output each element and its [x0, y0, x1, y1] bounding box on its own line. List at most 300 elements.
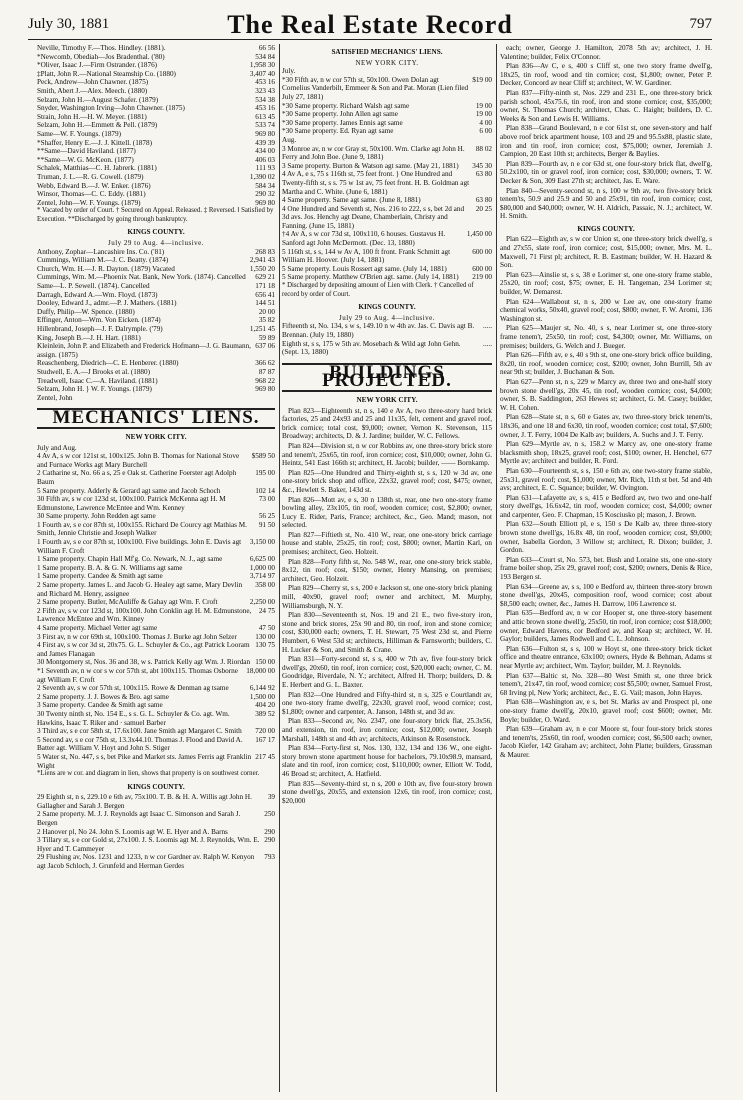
row-text: 4 Av A, e s, 75 s 116th st, 75 feet front. } One Hundred and Twenty-fifth st, s s. 75 w 1st av, 75 feet front. H. B. Goldman agt Martha and C. White. (June 6, 1881): [282, 170, 470, 196]
plan-paragraph: Plan 625—Maujer st, No. 40, s s, near Lorimer st, one three-story frame tenem't, 25x50, tin roof; cost, $4,300; owner, Mr. Williams, on premises; builders, G. Welch and J. Bueger.: [500, 324, 712, 350]
kings-county-dates: July 29 to Aug. 4—inclusive.: [107, 239, 205, 248]
row-text: 4 Same property. Same agt same. (June 8, 1881): [282, 196, 421, 205]
row-amount: 6 00: [479, 127, 492, 136]
row-amount: 323 43: [255, 86, 275, 95]
row-text: Reaschenberg, Diedrich—C. E. Henberer. (1880): [37, 359, 179, 368]
plan-paragraph: Plan 636—Fulton st, s s, 100 w Hoyt st, one three-story brick ticket office and theatre entrance, 63x100; owners, Hyde & Behman, Adams st near Myrtle av; architect, Wm. Taylor; builder, M. J. Reynolds.: [500, 644, 712, 670]
list-row: [282, 248, 492, 265]
mech-note: *Liens are w cor. and diagram in lien, shows that property is on southwest corner.: [37, 770, 260, 778]
row-amount: 969 80: [255, 385, 275, 394]
row-amount: 35 82: [258, 316, 275, 325]
plan-paragraph: Plan 840—Seventy-second st, n s, 100 w 9th av, two five-story brick tenem'ts, 50.9 and 25.9 and 50 and 25x91, tin roof, iron cornice; cost, $80,000 and $40,000; owner, W. H. Aldrich, Passaic, N. J.; architect, W. H. Smith.: [500, 186, 712, 221]
kings-judgments-list: [37, 248, 275, 403]
plan-paragraph: Plan 639—Graham av, n e cor Moore st, four four-story brick stores and tenem'ts, 25x60, tin roof, wooden cornice; cost, $6,500 each; owner, Jacob Kiefer, 142 Graham av; architect, John Platte; builders, Grassman & Maurer.: [500, 725, 712, 759]
plan-paragraph: Plan 828—Forty fifth st, No. 548 W., rear, one one-story brick stable, 8x12, tin roof; cost, $150; owner, Henry Mansing, on premises; architect, Geo. Holzeit.: [282, 557, 492, 583]
row-amount: 1,251 45: [249, 325, 275, 333]
row-amount: 88 02: [475, 144, 492, 153]
row-amount: 358 00: [255, 581, 275, 590]
list-row: [37, 701, 275, 710]
plan-paragraph: Plan 631—Lafayette av, s s, 415 e Bedford av, two two and one-half story dwell'gs, 16.6x42, tin roof, wooden cornice; cost, $4,000; owner and carpenter, Geo. F. Chapman, 15 Kosciusko pl; mason, J. Brown.: [500, 493, 712, 519]
row-text: 5 Second av, s e cor 75th st, 13.3x44.10. Thomas J. Flood and David A. Batter agt. William V. Hoyt and John S. Stiger: [37, 735, 243, 753]
row-text: 3 First av, n w cor 69th st, 100x100. Thomas J. Burke agt John Selzer: [37, 632, 237, 641]
list-row: [37, 385, 275, 394]
row-amount: 637 06: [255, 342, 275, 351]
row-amount: 63 80: [475, 170, 492, 179]
list-row: [37, 633, 275, 642]
list-row: [37, 641, 275, 658]
list-row: [37, 316, 275, 325]
judgments-list: [37, 44, 275, 207]
row-text: 2 Same property. J. J. Bowes & Bro. agt same: [37, 692, 169, 701]
row-text: Studwell, E. A.—J Brooks et al. (1880): [37, 367, 150, 376]
row-amount: 2,250 00: [249, 598, 275, 607]
row-amount: 406 03: [255, 155, 275, 164]
row-amount: 600 00: [472, 247, 492, 256]
column-divider: [279, 44, 280, 1092]
list-row: [37, 53, 275, 62]
satisfied-liens-list: [282, 76, 492, 282]
plan-paragraph: Plan 838—Grand Boulevard, n e cor 61st st, one seven-story and half above roof brick apartment house, 103 and 29 and 95.5x88, plastic slate, iron and tin roof, iron cornice; cost, $75,000; owner, Jeremiah J. Campion, 20 East 10th st; architects, Berger & Baylies.: [500, 124, 712, 159]
list-row: [37, 810, 275, 827]
satisfied-note: * Discharged by depositing amount of Lien with Clerk. † Cancelled of record by order of Court.: [282, 282, 474, 298]
row-text: *30 Same property. James Ennis agt same: [282, 118, 403, 127]
plan-paragraph: Plan 623—Ainslie st, s s, 38 e Lorimer st, one one-story frame stable, 25x20, tin roof; cost, $75; owner, E. H. Tangeman, 234 Lorimer st; builder, W. Demarest.: [500, 270, 712, 297]
row-amount: 20 25: [475, 204, 492, 213]
list-row: [37, 377, 275, 386]
row-text: 5 Same property. Louis Rossert agt same. (July 14, 1881): [282, 264, 447, 273]
list-row: [37, 199, 275, 208]
list-row: [37, 291, 275, 300]
row-amount: 91 50: [258, 520, 275, 529]
list-row: [37, 736, 275, 753]
row-amount: 534 38: [255, 95, 275, 104]
row-amount: 656 41: [255, 290, 275, 299]
row-text: Eighth st, s s, 175 w 5th av. Mosebach & Wild agt John Gehn. (Sept. 13, 1880): [282, 339, 461, 357]
row-text: *30 Fifth av, n w cor 57th st, 50x100. Owen Dolan agt Cornelius Vanderbilt, Emmeer & Son and Pat. Moran (Lien filed July 27, 1881): [282, 75, 469, 101]
row-amount: 969 80: [255, 129, 275, 138]
plan-paragraph: Plan 830—Seventeenth st, Nos. 19 and 21 E., two five-story iron, stone and brick stores, 25x 90 and 80, tin roof, iron and stone cornice; cost, $30,000 each; owners, T. H. Stewart, 75 West 23d st, and Pierre Humbert, 6 West 53d st; architects, Hilliman & Farnsworth; builders, C. H. Lucker & Son, and Smith & Crane.: [282, 611, 492, 654]
row-amount: 533 74: [255, 121, 275, 130]
plan-paragraph: Plan 630—Fourteenth st, s s, 150 e 6th av, one two-story frame stable, 25x31, gravel roof; cost, $1,000; owner, Mr. Rich, 11th st bet. 5d and 4th avs; architect, E. C. Squance; builder, W. Ovington.: [500, 466, 712, 493]
list-row: [37, 147, 275, 156]
list-row: [37, 495, 275, 512]
list-row: [282, 162, 492, 171]
list-row: [282, 265, 492, 274]
row-amount: .....: [483, 322, 492, 331]
row-amount: 404 20: [255, 701, 275, 710]
list-row: [282, 196, 492, 205]
list-row: [37, 368, 275, 377]
list-row: [37, 853, 275, 870]
plan-paragraph: each; owner, George J. Hamilton, 2078 5th av; architect, J. H. Valentine; builder, Felix O'Connor.: [500, 44, 712, 61]
row-text: Neville, Timothy F.—Thos. Hindley. (1881).: [37, 44, 166, 52]
row-text: 3 Tillary st, s e cor Gold st, 27x100. J. S. Loomis agt M. J. Reynolds, Wm. E. Hyer and T. Cammeyer: [37, 836, 260, 853]
list-row: [37, 538, 275, 555]
row-amount: 219 00: [472, 273, 492, 282]
row-text: 4 One Hundred and Seventh st, Nos. 216 to 222, s s, bet 2d and 3d avs. Jos. Henchy agt Deane, Chamberlain, Christy and Fanning. (June 15, 1881): [282, 204, 465, 230]
row-text: Smith, Abert J.—Alex. Meech. (1880): [37, 86, 148, 95]
row-text: Cummings, Wm. M.—Phoenix Nat. Bank, New York. (1874). Cancelled: [37, 273, 246, 282]
row-text: 5 Same property. Matthew O'Brien agt. same. (July 14, 1881): [282, 273, 459, 282]
list-row: [37, 156, 275, 165]
list-row: [282, 340, 492, 357]
list-row: [37, 521, 275, 538]
row-text: **Same—W. G. McKeon. (1877): [37, 155, 134, 164]
list-row: [37, 70, 275, 79]
column-middle: [282, 44, 492, 1094]
row-amount: 534 84: [255, 52, 275, 61]
satisfied-kings-heading: KINGS COUNTY.: [358, 303, 416, 312]
satisfied-kings-dates: July 29 to Aug. 4—inclusive.: [338, 313, 436, 322]
list-row: [37, 299, 275, 308]
row-text: 30 Montgomery st, Nos. 36 and 38, w s. Patrick Kelly agt Wm. J. Riordan: [37, 658, 251, 667]
row-text: 4 Same property. Michael Vetter agt same: [37, 624, 158, 632]
list-row: [37, 113, 275, 122]
row-amount: 6,625 00: [249, 555, 275, 564]
column-left: [37, 44, 275, 1094]
row-text: 3 Same property. Burton & Watson agt same. (May 21, 1881): [282, 161, 459, 170]
row-text: Aug.: [282, 135, 297, 144]
plan-paragraph: Plan 633—Court st, No. 573, bet. Bush and Loraine sts, one one-story frame boiler shop, 25x 29, gravel roof; cost, $200; owners, Denis & Rice, 193 Bergen st.: [500, 555, 712, 582]
row-amount: 130 00: [255, 632, 275, 641]
list-row: [282, 170, 492, 196]
row-text: Effinger, Anton—Wm. Von Eicken. (1874): [37, 316, 161, 325]
list-row: [37, 44, 275, 53]
list-row: [37, 342, 275, 359]
row-amount: 600 00: [472, 264, 492, 273]
row-text: Strain, John H.—H. W. Meyer. (1881): [37, 112, 147, 121]
plan-paragraph: Plan 826—Mott av, e s, 30 n 138th st, rear, one two one-story frame bowling alley, 23x105, tin roof, wooden cornice; cost, $2,800; owner, Lucy E. Rider, Paris, France; architect, &c., Geo. Mand; mason, not selected.: [282, 495, 492, 530]
plan-paragraph: Plan 635—Bedford av, n w cor Hooper st, one three-story basement and attic brown stone dwell'g, 25x50, tin roof, iron cornice; cost $18,000; owner, Edward Havens, cor Bedford av, and Keap st; architect, W. H. Gaylor; builders, James Rodwell and C. L. Johnson.: [500, 609, 712, 644]
list-row: [37, 512, 275, 521]
row-amount: 24 75: [258, 606, 275, 615]
row-amount: 290: [264, 836, 275, 845]
row-amount: 290 32: [255, 190, 275, 199]
list-row: [37, 693, 275, 702]
list-row: [37, 487, 275, 496]
plan-paragraph: Plan 829—Cherry st, s s, 200 e Jackson st, one one-story brick planing mill, 40x90, gravel roof; owner and architect, M. Murphy, Williamsburgh, N. Y.: [282, 584, 492, 610]
row-amount: 39: [267, 793, 275, 802]
list-row: [37, 334, 275, 343]
row-text: ‡Platt, John R.—National Steamship Co. (1880): [37, 69, 176, 78]
issue-date: July 30, 1881: [28, 16, 110, 32]
list-row: [37, 130, 275, 139]
row-amount: 66 56: [258, 44, 275, 52]
list-row: [37, 359, 275, 368]
list-row: [37, 104, 275, 113]
list-row: [282, 230, 492, 247]
list-row: [37, 273, 275, 282]
row-amount: 144 51: [255, 299, 275, 308]
row-text: *1 Seventh av, n w cor s w cor 57th st, abt 100x115. Thomas Osborne agt William F. Croft: [37, 666, 238, 684]
row-amount: 389 52: [255, 709, 275, 718]
plan-paragraph: Plan 833—Second av, No. 2347, one four-story brick flat, 25.3x56, and extension, tin roof, iron cornice; cost, $12,000; owner, Joseph Marshall, 148th st and 4th av; architects, Atkinson & Rosenstock.: [282, 717, 492, 743]
list-row: [37, 564, 275, 573]
mechanics-liens-heading: MECHANICS' LIENS.: [37, 408, 275, 429]
list-row: [37, 624, 275, 633]
row-amount: 720 00: [255, 727, 275, 736]
row-text: 2 Hanover pl, No 24. John S. Loomis agt W. E. Hyer and A. Barns: [37, 827, 228, 836]
satisfied-liens-heading: SATISFIED MECHANICS' LIENS.: [331, 48, 443, 56]
row-amount: 290: [264, 827, 275, 836]
row-text: King, Joseph B.—J. H. Hart. (1881): [37, 333, 141, 342]
list-row: [37, 828, 275, 837]
list-row: [37, 469, 275, 486]
row-text: Church, Wm. H.—J. R. Dayton. (1879) Vacated: [37, 264, 175, 273]
row-text: Anthony, Zophar—Lancashire Ins. Co. ('81): [37, 247, 165, 256]
row-text: 29 Eighth st, n s, 229.10 e 6th av, 75x100. T. B. & H. A. Willis agt John H. Gallagher and Sarah J. Bergen: [37, 793, 252, 810]
row-text: Cummings, William M.—J. C. Beatty. (1874): [37, 256, 169, 265]
list-row: [37, 325, 275, 334]
row-text: Same—L. P. Sewell. (1874). Cancelled: [37, 282, 150, 291]
list-row: [37, 87, 275, 96]
row-amount: 87 87: [258, 367, 275, 376]
row-amount: 4 00: [479, 118, 492, 127]
list-row: [37, 78, 275, 87]
row-text: 29 Flushing av, Nos. 1231 and 1233, n w cor Gardner av. Ralph W. Kenyon agt Jacob Schloch, J. Grunfeld and Herman Gerdes: [37, 853, 255, 871]
row-text: *30 Same property. Richard Walsh agt same: [282, 101, 410, 110]
new-york-city-heading: NEW YORK CITY.: [125, 432, 187, 441]
row-amount: 56 25: [258, 512, 275, 521]
row-amount: 63 80: [475, 196, 492, 205]
list-row: [37, 265, 275, 274]
list-row: [282, 76, 492, 102]
plan-paragraph: Plan 831—Forty-second st, s s, 400 w 7th av, five four-story brick dwell'gs, 20x60, tin roof, iron cornice; cost, $20,000 each; owner, C. M. Goodridge, Riverdale, N. Y.; architect, Alfred H. Thorp; builders, D. & E. Herbert and G. L. Baxter.: [282, 655, 492, 689]
row-text: †4 Av A, s w cor 73d st, 100x110, 6 houses. Gustavus H. Sanford agt John McDermott. (Dec. 13, 1880): [282, 230, 446, 248]
row-amount: 19 00: [475, 110, 492, 119]
row-amount: 102 14: [255, 486, 275, 495]
list-row: [37, 710, 275, 727]
row-amount: 793: [264, 853, 275, 862]
row-text: 1 Fourth av, s e cor 87th st, 100x155. Richard De Courcy agt Mathias M. Smith, Jennie Christie and Joseph Walker: [37, 520, 247, 538]
list-row: [37, 182, 275, 191]
row-amount: [271, 394, 275, 403]
list-row: [37, 61, 275, 70]
row-text: *Oliver, Isaac J.—Firm Ostrander. (1876): [37, 61, 158, 70]
plan-paragraph: Plan 827—Fiftieth st, No. 410 W., rear, one one-story brick carriage house and stable, 25x25, tin roof; cost, $800; owner, Martin Karl, on premises; architect, Geo. Holzeit.: [282, 530, 492, 557]
row-amount: 59 89: [258, 333, 275, 342]
row-text: *Newcomb, Obediah—Jos Bradenthal. ('80): [37, 52, 165, 61]
row-text: Zentel, John: [37, 393, 73, 402]
plan-paragraph: Plan 634—Greene av, s s, 100 e Bedford av, thirteen three-story brown stone dwell'gs, 20x45, composition roof, wood cornice; cost about $8,500 each; owner, &c., James H. Darrow, 106 Lawrence st.: [500, 582, 712, 608]
row-amount: 18,000 00: [246, 666, 275, 675]
plan-paragraph: Plan 832—One Hundred and Fifty-third st, n s, 325 e Courtlandt av, one two-story frame dwell'g, 22x30, gravel roof, wood cornice; cost, $1,800; owner and carpenter, A. Janson, 148th st, and 3d av.: [282, 690, 492, 716]
row-amount: 1,450 00: [466, 230, 492, 239]
row-text: 4 First av, s w cor 3d st, 20x75. G. L. Schuyler & Co., agt Patrick Looram and James Flanagan: [37, 641, 250, 658]
kings-county-heading: KINGS COUNTY.: [127, 228, 185, 237]
column-divider: [496, 44, 497, 1092]
row-text: 5 Water st, No. 447, s s, bet Pike and Market sts. James Ferris agt Franklin Wight: [37, 752, 252, 770]
row-text: 2 Catharine st, No. 66 a s, 25 e Oak st. Catherine Foerster agt Adolph Baum: [37, 469, 237, 486]
list-row: [282, 136, 492, 145]
plan-paragraph: Plan 825—One Hundred and Thirty-eighth st, s s, 120 w 3d av, one one-story brick shop and office, 22x32, gravel roof; cost, $475; owner, &c., Hewlett S. Baker, 143d st.: [282, 468, 492, 494]
row-text: 2 Same property. Butler, McAuliffe & Gahay agt Wm. F. Croft: [37, 598, 218, 607]
plan-paragraph: Plan 628—State st, n s, 60 e Gates av, two three-story brick tenem'ts, 18x36, and one 18 and 6x30, tin roof, wooden cornice; cost total, $7,600; owner, J. T. Ferry, 1004 De Kalb av; builders, A. Suchs and J. T. Ferry.: [500, 413, 712, 439]
satisfied-kings-list: [282, 322, 492, 356]
row-amount: 453 16: [255, 104, 275, 113]
row-text: 3 Third av, s e cor 58th st, 17.6x100. Jane Smith agt Margaret C. Smith: [37, 727, 242, 736]
legend-note: * Vacated by order of Court. † Secured on Appeal. Released. ‡ Reversed. ‖ Satisfied by Execution. **Discharged by going through bankruptcy.: [37, 207, 274, 223]
plan-paragraph: Plan 626—Fifth av, e s, 40 s 9th st, one one-story brick office building, 8x20, tin roof, wooden cornice; cost, $200; owner, John Burrill, 5th av near 9th st; builder, J. Buchanan & Son.: [500, 351, 712, 377]
row-text: Snyder, Washington Irving—John Chawner. (1875): [37, 104, 185, 113]
row-amount: 1,000 00: [249, 563, 275, 572]
plan-paragraph: Plan 837—Fifty-ninth st, Nos. 229 and 231 E., one three-story brick parish school, 45x75.6, tin roof, iron and stone cornice; cost, $35,000; owner, St. Thomas Church; architect, Chas. C. Haight; builders, D. C. Weeks & Son and Lewis H. Williams.: [500, 88, 712, 123]
row-text: *Shaffer, Henry E.—J. J. Kittell. (1878): [37, 138, 152, 147]
list-row: [37, 793, 275, 810]
satisfied-period: July.: [282, 67, 296, 76]
row-amount: 6,144 92: [249, 684, 275, 693]
plan-paragraph: Plan 823—Eighteenth st, n s, 140 e Av A, two three-story hard brick factories, 25 and 24x93 and 25 and 11x35, felt, cement and gravel roof, brick cornice; total cost, $9,000; owner, Vernon K. Stevenson, 115 Broadway; architects, D. & J. Jardine; builder, W. C. Fellows.: [282, 406, 492, 441]
row-amount: 1,500 00: [249, 692, 275, 701]
list-row: [37, 139, 275, 148]
row-text: 5 Same property. Adderly & Gerard agt same and Jacob Schoch: [37, 486, 221, 495]
list-row: [37, 555, 275, 564]
plans-list: [282, 407, 492, 806]
row-amount: 629 21: [255, 273, 275, 282]
row-text: Winsor, Thomas—C. C. Eddy. (1881): [37, 190, 146, 199]
plan-paragraph: Plan 834—Forty-first st, Nos. 130, 132, 134 and 136 W., one eight-story brown stone apartment house for bachelors, 79.10x98.9, mansard, slate and tin roof, iron cornice; cost, $110,000; owner, Elliott W. Todd, 46 Broad st; architect, A. Hatfield.: [282, 744, 492, 778]
row-amount: 150 00: [255, 658, 275, 667]
row-text: 30 Twenty ninth st, No. 154 E., s s. G. L. Schuyler & Co. agt. Wm. Hawkins, Isaac T. Riker and · samuel Barber: [37, 709, 230, 727]
list-row: [37, 256, 275, 265]
row-text: Duffy, Philip—W. Spence. (1880): [37, 307, 135, 316]
list-row: [37, 282, 275, 291]
row-text: 1 Same property. Chapin Hall Mf'g. Co. Newark, N. J., agt same: [37, 555, 223, 564]
row-amount: 130 75: [255, 641, 275, 650]
list-row: [282, 127, 492, 136]
buildings-projected-heading: BUILDINGS PROJECTED.: [282, 363, 492, 392]
mech-period: July and Aug.: [37, 443, 77, 452]
row-amount: 1,550 20: [249, 264, 275, 273]
row-text: **Same—David Haviland. (1877): [37, 147, 136, 156]
row-text: 1 Same property. Candee & Smith agt same: [37, 572, 163, 581]
row-text: Hillenbrand, Joseph—J. F. Dalrymple. ('79): [37, 325, 163, 333]
row-amount: $19 00: [472, 75, 492, 84]
row-text: 2 Fifth av, s w cor 123d st, 100x100. John Conklin agt H. M. Edmunstone, Lawrence McEntee and Wm. Kinney: [37, 606, 252, 624]
list-row: [37, 753, 275, 770]
mechanics-liens-list: [37, 452, 275, 770]
row-amount: 47 50: [258, 624, 275, 632]
row-text: *30 Same property. John Allen agt same: [282, 110, 398, 119]
row-amount: 453 16: [255, 78, 275, 87]
plan-paragraph: Plan 836—Av C, e s, 400 s Cliff st, one two story frame dwell'g, 18x25, tin roof, wood and tin cornice; cost, $1,800; owner, Peter P. Decker, Concord av near Cliff st; architect, W. W. Gardiner.: [500, 62, 712, 88]
row-amount: 250: [264, 810, 275, 819]
row-text: Zentel, John—W. F. Youngs. (1879): [37, 198, 141, 207]
list-row: [282, 322, 492, 339]
row-text: 4 Av A, s w cor 121st st, 100x125. John B. Thomas for National Stove and Furnace Works agt Mary Burchell: [37, 452, 240, 469]
row-amount: 3,407 40: [249, 69, 275, 78]
row-amount: 111 93: [255, 164, 275, 173]
row-text: Fifteenth st, No. 134, s w s, 149.10 n w 4th av. Jas. C. Davis agt B. Brennan. (July 19, 1880): [282, 322, 475, 339]
plan-paragraph: Plan 627—Penn st, n s, 229 w Marcy av, three two and one-half story brown stone dwell'gs, 20x 45, tin roof, wooden cornice; cost, $4,000; owner, S. B. Saddington, 263 Hewes st; architect, G. M. Casey; builder, W. H. Cohen.: [500, 377, 712, 412]
row-text: Kleinlein, John P. and Elizabeth and Frederick Hofmann—J. G. Baumann, assign. (1875): [37, 342, 251, 359]
list-row: [282, 273, 492, 282]
satisfied-nyc-heading: NEW YORK CITY.: [355, 58, 419, 67]
list-row: [37, 658, 275, 667]
row-amount: 2,941 43: [249, 256, 275, 265]
list-row: [37, 164, 275, 173]
row-text: Schalek, Matthias—C. H. Jabrerk. (1881): [37, 164, 157, 173]
row-amount: 434 00: [255, 147, 275, 156]
list-row: [282, 205, 492, 231]
row-text: 5 116th st, s s, 144 w Av A, 100 ft front. Frank Schmitt agt William H. Hoover. (July 14, 1881): [282, 247, 451, 265]
row-text: Selzam, John H. } W. F. Youngs. (1879): [37, 385, 152, 394]
list-row: [282, 145, 492, 162]
row-text: 2 Same property. James L. and Jacob G. Healey agt same, Mary Devlin and Richard M. Henry, assignee: [37, 581, 243, 598]
row-text: Selzam, John H.—Emmett & Pell. (1879): [37, 121, 158, 130]
row-text: 3 Monroe av, n w cor Gray st, 50x100. Wm. Clarke agt John H. Ferry and John Boe. (June 9, 1881): [282, 144, 465, 162]
list-row: [37, 190, 275, 199]
list-row: [37, 96, 275, 105]
row-text: Darragh, Edward A.—Wm. Floyd. (1873): [37, 290, 158, 299]
row-text: Treadwell, Isaac C.—A. Haviland. (1881): [37, 376, 158, 385]
row-amount: 3,714 97: [249, 572, 275, 581]
row-text: 1 Fourth av, s e cor 87th st, 100x100. Five buildings. John E. Davis agt William F. Croft: [37, 538, 242, 555]
row-text: Peck, Andrew—John Chawner. (1875): [37, 78, 149, 87]
row-amount: 584 34: [255, 181, 275, 190]
row-amount: 167 17: [255, 735, 275, 744]
row-amount: 195 00: [255, 469, 275, 478]
page-number: 797: [689, 16, 712, 32]
list-row: [37, 121, 275, 130]
list-row: [37, 581, 275, 598]
list-row: [37, 572, 275, 581]
list-row: [282, 102, 492, 111]
list-row: [37, 394, 275, 403]
plan-paragraph: Plan 835—Seventy-third st, n s, 200 e 10th av, five four-story brown stone dwell'gs, 20x55, and extension 12x6, tin roof, iron cornice; cost, $20,000: [282, 779, 492, 805]
plan-paragraph: Plan 622—Eighth av, s w cor Union st, one three-story brick dwell'g, s and 27x55, slate roof, iron cornice; cost, $15,000; owner, Mrs. M. L. Maxwell, 71 First pl; architect, R. B. Eastman; builder, W. H. Hazard & Son.: [500, 235, 712, 270]
plans-list-continued: [500, 44, 712, 221]
plan-paragraph: Plan 824—Division st, n w cor Robbins av, one three-story brick store and tenem't, 25x65, tin roof, iron cornice; cost, $10,000; owner, John G. Heintz, 541 East 166th st; architect, H. Jacobi; builder, —— Bornkamp.: [282, 441, 492, 468]
row-text: 1 Same property. B. A. & G. N. Williams agt same: [37, 563, 183, 572]
list-row: [37, 667, 275, 684]
plan-paragraph: Plan 839—Fourth av, n e cor 63d st, one four-story brick flat, dwell'g, 50.2x100, tin or gravel roof, iron cornice; cost, $30,000; owners, T. W. Decker & Son, 309 East 27th st; architect, Jas. E. Ware.: [500, 159, 712, 185]
list-row: [37, 308, 275, 317]
kings-county-plans-heading: KINGS COUNTY.: [577, 224, 635, 233]
row-amount: 19 00: [475, 101, 492, 110]
row-amount: 366 62: [255, 359, 275, 368]
row-amount: 968 22: [255, 376, 275, 385]
row-amount: 171 18: [255, 282, 275, 291]
list-row: [282, 119, 492, 128]
row-amount: 268 83: [255, 247, 275, 256]
row-text: Selzam, John H.—August Schafer. (1879): [37, 95, 159, 104]
row-text: *30 Same property. Ed. Ryan agt same: [282, 127, 394, 136]
column-right: [500, 44, 712, 1094]
kings-liens-list: [37, 793, 275, 870]
row-text: Webb, Edward B.—J. W. Enker. (1876): [37, 181, 151, 190]
list-row: [282, 110, 492, 119]
row-amount: [488, 136, 492, 145]
list-row: [37, 248, 275, 257]
list-row: [37, 684, 275, 693]
kings-plans-list: [500, 235, 712, 759]
buildings-nyc-heading: NEW YORK CITY.: [356, 395, 418, 404]
row-text: 30 Fifth av, s w cor 123d st, 100x100. Patrick McKenna agt H. M Edmunstone, Lawrence McEntee and Wm. Kenney: [37, 495, 226, 512]
row-amount: 613 45: [255, 112, 275, 121]
page-header: [28, 10, 712, 40]
kings-county-liens-heading: KINGS COUNTY.: [127, 782, 185, 791]
row-amount: 439 39: [255, 138, 275, 147]
row-amount: 345 30: [472, 161, 492, 170]
list-row: [37, 598, 275, 607]
row-text: Truman, J. L.—R. G. Cowell. (1879): [37, 172, 144, 181]
row-amount: 3,150 00: [249, 538, 275, 547]
list-row: [37, 452, 275, 469]
row-amount: 1,390 02: [249, 172, 275, 181]
row-text: Dooley, Edward J., admr.—P. J. Mathers. (1881): [37, 299, 177, 308]
row-amount: 969 80: [255, 198, 275, 207]
